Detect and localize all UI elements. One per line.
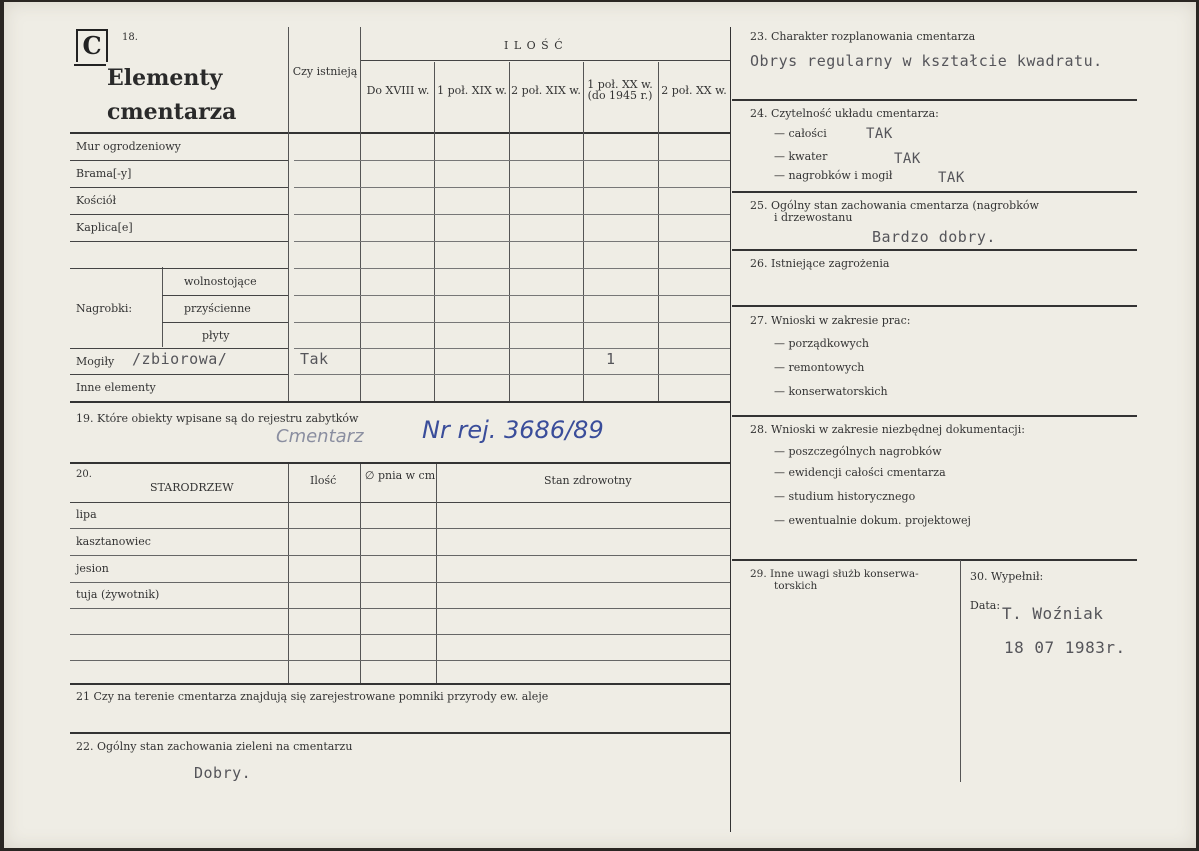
title-line1: Elementy (107, 65, 223, 91)
section-number: 18. (122, 32, 138, 43)
s24-item-calosci: — całości (774, 127, 827, 140)
s28-item-projektowej: — ewentualnie dokum. projektowej (774, 514, 971, 527)
s20-header-stan: Stan zdrowotny (544, 474, 632, 487)
row-kosciol: Kościół (76, 194, 117, 207)
s30-name: T. Woźniak (1002, 604, 1104, 623)
s28-label: 28. Wnioski w zakresie niezbędnej dokumentacji: (750, 423, 1025, 436)
s23-label: 23. Charakter rozplanowania cmentarza (750, 30, 976, 43)
s26-label: 26. Istniejące zagrożenia (750, 257, 890, 270)
s28-item-nagrobkow: — poszczególnych nagrobków (774, 445, 942, 458)
s28-item-ewidencji: — ewidencji całości cmentarza (774, 466, 946, 479)
s30-label: 30. Wypełnił: (970, 570, 1044, 583)
s20-number: 20. (76, 469, 92, 480)
mogily-exists-typed: Tak (300, 350, 329, 368)
s30-date: 18 07 1983r. (1004, 638, 1126, 657)
badge-underline (74, 64, 106, 66)
section-letter-badge: C (76, 29, 108, 62)
s27-item-remontowych: — remontowych (774, 361, 865, 374)
s24-item-kwater: — kwater (774, 150, 828, 163)
row-przyscienne: przyścienne (184, 302, 251, 315)
s19-handwritten-1: Cmentarz (276, 426, 364, 447)
tree-jesion: jesion (76, 562, 109, 575)
period-2: 1 poł. XIX w. (437, 84, 507, 97)
row-brama: Brama[-y] (76, 167, 132, 180)
s29-label-2: torskich (774, 580, 818, 592)
s19-handwritten-2: Nr rej. 3686/89 (422, 416, 604, 444)
tree-lipa: lipa (76, 508, 97, 521)
s23-value: Obrys regularny w kształcie kwadratu. (750, 52, 1103, 70)
mogily-count-typed: 1 (606, 350, 616, 368)
s25-value: Bardzo dobry. (872, 228, 996, 246)
s19-label: 19. Które obiekty wpisane są do rejestru zabytków (76, 412, 359, 425)
period-4: 1 poł. XX w. (do 1945 r.) (587, 78, 653, 102)
s29-label-1: 29. Inne uwagi służb konserwa- (750, 568, 919, 580)
s21-label: 21 Czy na terenie cmentarza znajdują się zarejestrowane pomniki przyrody ew. aleje (76, 690, 549, 703)
tree-tuja: tuja (żywotnik) (76, 588, 160, 601)
period-5: 2 poł. XX w. (661, 84, 727, 97)
ilosc-header: I L O Ś Ć (504, 39, 564, 52)
s22-label: 22. Ogólny stan zachowania zieleni na cmentarzu (76, 740, 353, 753)
row-wolnostojace: wolnostojące (184, 275, 257, 288)
col-exists-header: Czy istnieją (292, 65, 358, 78)
row-kaplica: Kaplica[e] (76, 221, 133, 234)
s27-item-porzadkowych: — porządkowych (774, 337, 869, 350)
s25-label-1: 25. Ogólny stan zachowania cmentarza (nagrobków (750, 199, 1039, 212)
s27-item-konserwatorskich: — konserwatorskich (774, 385, 888, 398)
s27-label: 27. Wnioski w zakresie prac: (750, 314, 911, 327)
s24-label: 24. Czytelność układu cmentarza: (750, 107, 939, 120)
s25-label-2: i drzewostanu (774, 211, 853, 224)
row-plyty: płyty (202, 329, 230, 342)
s22-value: Dobry. (194, 764, 252, 782)
s28-item-studium: — studium historycznego (774, 490, 916, 503)
s24-item-nagrobkow: — nagrobków i mogił (774, 169, 893, 182)
title-line2: cmentarza (107, 99, 237, 125)
form-card (4, 2, 1196, 848)
row-mur: Mur ogrodzeniowy (76, 140, 181, 153)
period-1: Do XVIII w. (366, 84, 430, 97)
s20-header-starodrzew: STARODRZEW (150, 481, 234, 494)
s24-value-nagrobkow: TAK (938, 170, 965, 186)
s20-header-ilosc: Ilość (310, 474, 337, 487)
row-nagrobki: Nagrobki: (76, 302, 133, 315)
tree-kasztanowiec: kasztanowiec (76, 535, 151, 548)
row-inne: Inne elementy (76, 381, 156, 394)
s24-value-kwater: TAK (894, 151, 921, 167)
mogily-typed: /zbiorowa/ (132, 350, 228, 368)
s30-data-label: Data: (970, 599, 1001, 612)
period-3: 2 poł. XIX w. (511, 84, 581, 97)
s20-header-pnia: ∅ pnia w cm (364, 469, 436, 482)
s24-value-calosci: TAK (866, 126, 893, 142)
row-mogily: Mogiły (76, 355, 115, 368)
